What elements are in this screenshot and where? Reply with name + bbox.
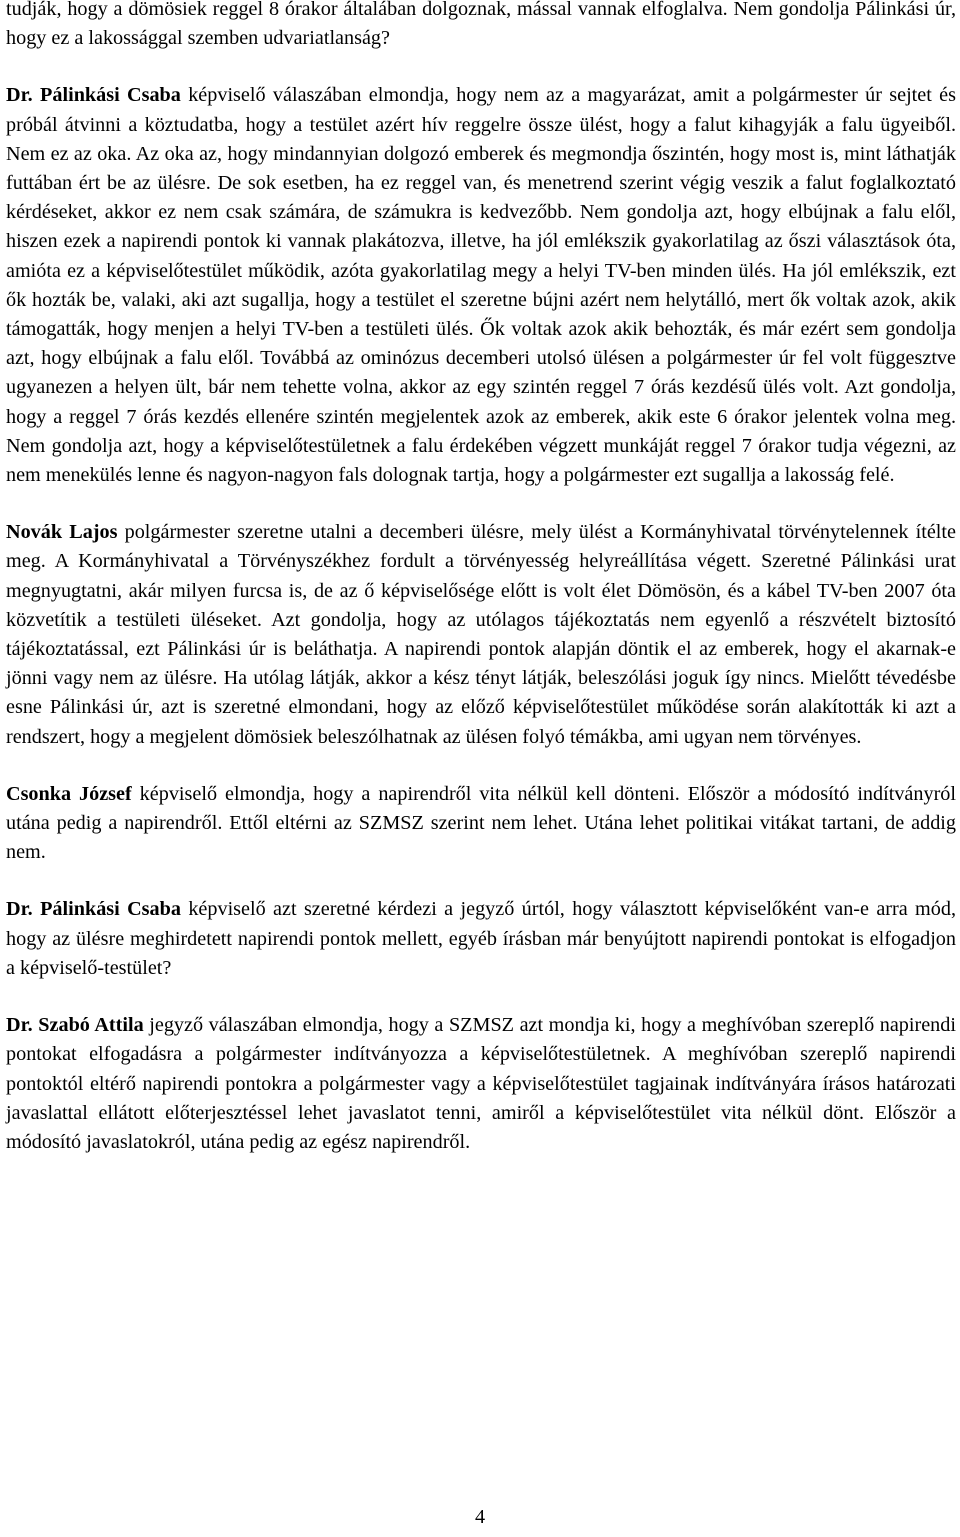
document-body — [6, 0, 956, 1157]
speaker-name: Novák Lajos — [6, 521, 118, 544]
paragraph — [6, 780, 956, 868]
paragraph — [6, 518, 956, 752]
speaker-name: Csonka József — [6, 782, 132, 805]
paragraph-text: polgármester szeretne utalni a decemberi ülésre, mely ülést a Kormányhivatal törvénytelennek ítélte meg. A Kormányhivatal a Törvényszékhez fordult a törvényesség helyreállítása végett. Szeretné Pálinkási urat megnyugtatni, akár milyen furcsa is, de az ő képviselősége előtt is volt élet Dömösön, és a kábel TV-ben 2007 óta közvetítik a testületi üléseket. Azt gondolja, hogy az utólagos tájékoztatás nem egyenlő a részvételt biztosító tájékoztatással, ezt Pálinkási úr is beláthatja. A napirendi pontok alapján döntik el az emberek, hogy el akarnak-e jönni vagy nem az ülésre. Ha utólag látják, akkor a kész tényt látják, beleszólási joguk így nincs. Mielőtt tévedésbe esne Pálinkási úr, azt is szeretné elmondani, hogy az előző képviselőtestület működése során alakították ki azt a rendszert, hogy a megjelent dömösiek beleszólhatnak az ülésen folyó témákba, ami ugyan nem törvényes. — [6, 521, 956, 748]
paragraph-text: képviselő elmondja, hogy a napirendről vita nélkül kell dönteni. Először a módosító indítványról utána pedig a napirendről. Ettől eltérni az SZMSZ szerint nem lehet. Utána lehet politikai vitákat tartani, de addig nem. — [6, 782, 957, 864]
paragraph — [6, 1011, 956, 1157]
paragraph — [6, 895, 956, 983]
paragraph-text: képviselő azt szeretné kérdezi a jegyző úrtól, hogy választott képviselőként van-e arra mód, hogy az ülésre meghirdetett napirendi pontok mellett, egyéb írásban már benyújtott napirendi pontokat is elfogadjon a képviselő-testület? — [6, 898, 956, 979]
page-number: 4 — [474, 1506, 486, 1528]
speaker-name: Dr. Szabó Attila — [6, 1014, 144, 1037]
paragraph — [6, 0, 956, 53]
paragraph-text: tudják, hogy a dömösiek reggel 8 órakor általában dolgoznak, mással vannak elfoglalva. Nem gondolja Pálinkási úr, hogy ez a lakossággal szemben udvariatlanság? — [6, 0, 956, 50]
paragraph — [6, 81, 956, 490]
speaker-name: Dr. Pálinkási Csaba — [6, 84, 181, 107]
speaker-name: Dr. Pálinkási Csaba — [6, 898, 181, 921]
paragraph-text: képviselő válaszában elmondja, hogy nem az a magyarázat, amit a polgármester úr sejtet és próbál átvinni a köztudatba, hogy a testület azért hív reggelre össze ülést, hogy a falut kihagyják a falu ügyeiből. Nem ez az oka. Az oka az, hogy mindannyian dolgozó emberek és megmondja őszintén, hogy most is, mint láthatják futtában ért be az ülésre. De sok esetben, ha ez reggel van, és menetrend szerint végig veszik a falut foglalkoztató kérdéseket, akkor ez nem csak számára, de számukra is kedvezőbb. Nem gondolja azt, hogy elbújnak a falu elől, hiszen ezek a napirendi pontok ki vannak plakátozva, illetve, ha jól emlékszik gyakorlatilag az őszi választások óta, amióta ez a képviselőtestület működik, azóta gyakorlatilag megy a helyi TV-ben minden ülés. Ha jól emlékszik, ezt ők hozták be, valaki, aki azt sugallja, hogy a testület el szeretne bújni azért nem helytálló, mert ők voltak azok, akik támogatták, hogy menjen a helyi TV-ben a testületi ülés. Ők voltak azok akik behozták, és már ezért sem gondolja azt, hogy elbújnak a falu elől. Továbbá az ominózus decemberi utolsó ülésen a polgármester úr fel volt függesztve ugyanezen a helyen ült, bár nem tehette volna, akkor az egy szintén reggel 7 órás kezdésű ülés volt. Azt gondolja, hogy a reggel 7 órás kezdés ellenére szintén megjelentek azok az emberek, akik este 6 órakor jelentek volna meg. Nem gondolja azt, hogy a képviselőtestületnek a falu érdekében végzett munkáját reggel 7 órakor tudja végezni, az nem menekülés lenne és nagyon-nagyon fals dolognak tartja, hogy a polgármester ezt sugallja a lakosság felé. — [6, 84, 956, 487]
paragraph-text: jegyző válaszában elmondja, hogy a SZMSZ azt mondja ki, hogy a meghívóban szereplő napirendi pontokat elfogadásra a polgármester indítványozza a képviselőtestületnek. A meghívóban szereplő napirendi pontoktól eltérő napirendi pontokra a polgármester vagy a képviselőtestület tagjainak indítványára írásos határozati javaslattal ellátott előterjesztéssel lehet javaslatot tenni, amiről a képviselőtestület vita nélkül dönt. Először a módosító javaslatokról, utána pedig az egész napirendről. — [6, 1014, 956, 1153]
